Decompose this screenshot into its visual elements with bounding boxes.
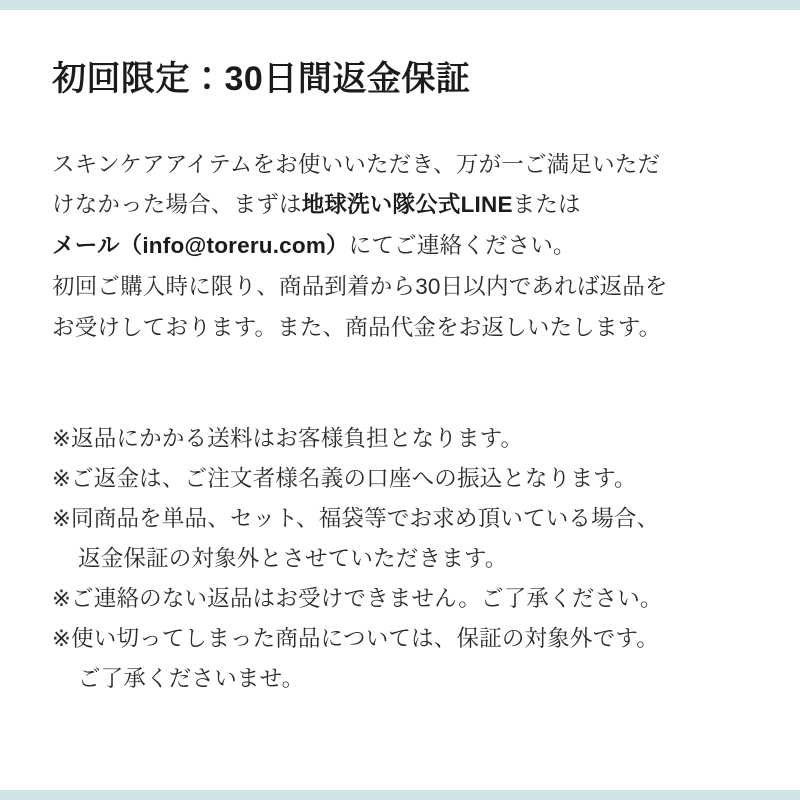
line-official-label: 地球洗い隊公式LINE (301, 192, 513, 218)
intro-paragraph (52, 145, 760, 350)
note-item: ※ご連絡のない返品はお受けできません。ご了承ください。 (52, 586, 663, 612)
intro-line-3-post: にてご連絡ください。 (348, 233, 576, 259)
note-item: ※使い切ってしまった商品については、保証の対象外です。 (52, 626, 660, 652)
page-title: 初回限定：30日間返金保証 (52, 60, 471, 98)
intro-line-3 (52, 226, 760, 267)
note-item: ※同商品を単品、セット、福袋等でお求め頂いている場合、 (52, 506, 660, 532)
intro-line-4: 初回ご購入時に限り、商品到着から30日以内であれば返品を (52, 274, 668, 300)
document-content (52, 58, 760, 700)
note-item: ※返品にかかる送料はお客様負担となります。 (52, 426, 524, 452)
intro-line-2-pre: けなかった場合、まずは (52, 192, 302, 218)
intro-line-2 (52, 185, 760, 226)
intro-line-2-post: または (512, 192, 581, 218)
notes-list (52, 419, 760, 699)
intro-line-5: お受けしております。また、商品代金をお返しいたします。 (52, 315, 662, 341)
note-item: ※ご返金は、ご注文者様名義の口座への振込となります。 (52, 466, 637, 492)
note-item: ご了承くださいませ。 (78, 666, 305, 692)
email-contact-label: メール（info@toreru.com） (52, 233, 349, 259)
note-item: 返金保証の対象外とさせていただきます。 (78, 546, 508, 572)
intro-line-1: スキンケアアイテムをお使いいただき、万が一ご満足いただ (52, 151, 661, 177)
